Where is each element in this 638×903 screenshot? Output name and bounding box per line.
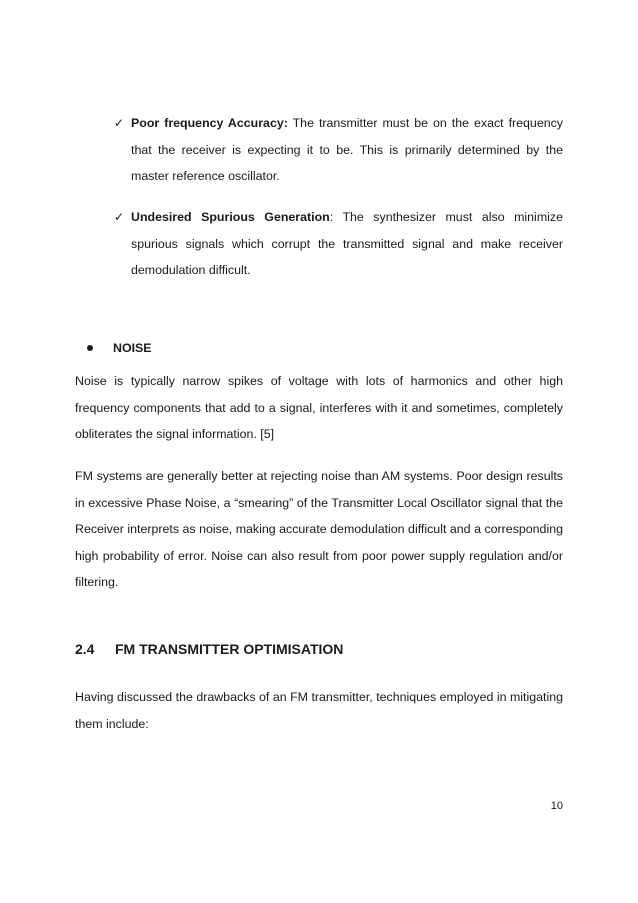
checklist-text: The transmitter must be on the exact frequency that the receiver is expecting it to be. This is primarily determined by the master reference oscillator. (131, 116, 563, 183)
checklist-term: Poor frequency Accuracy: (131, 116, 288, 130)
checklist-item-spurious-generation (114, 204, 563, 284)
checklist-text: : The synthesizer must also minimize spurious signals which corrupt the transmitted signal and make receiver demodulation difficult. (131, 210, 563, 277)
checklist-item-frequency-accuracy (114, 110, 563, 190)
bullet-label: NOISE (113, 341, 152, 355)
checkmark-icon: ✓ (114, 116, 125, 130)
paragraph-noise-definition: Noise is typically narrow spikes of voltage with lots of harmonics and other high frequency components that add to a signal, interferes with it and sometimes, completely obliterates the signal information. [5] (75, 374, 563, 441)
page-number: 10 (550, 800, 563, 812)
paragraph-fm-noise: FM systems are generally better at rejecting noise than AM systems. Poor design results in excessive Phase Noise, a “smearing” of the Transmitter Local Oscillator signal that the Receiver interprets as noise, making accurate demodulation difficult and a corresponding high probability of error. Noise can also result from poor power supply regulation and/or filtering. (75, 469, 563, 589)
bullet-icon (87, 345, 93, 351)
section-heading (75, 639, 343, 659)
section-title: FM TRANSMITTER OPTIMISATION (115, 641, 344, 657)
paragraph-section-intro: Having discussed the drawbacks of an FM transmitter, techniques employed in mitigating them include: (75, 690, 563, 731)
checkmark-icon: ✓ (114, 210, 125, 224)
section-number: 2.4 (75, 641, 95, 657)
checklist-term: Undesired Spurious Generation (131, 210, 330, 224)
